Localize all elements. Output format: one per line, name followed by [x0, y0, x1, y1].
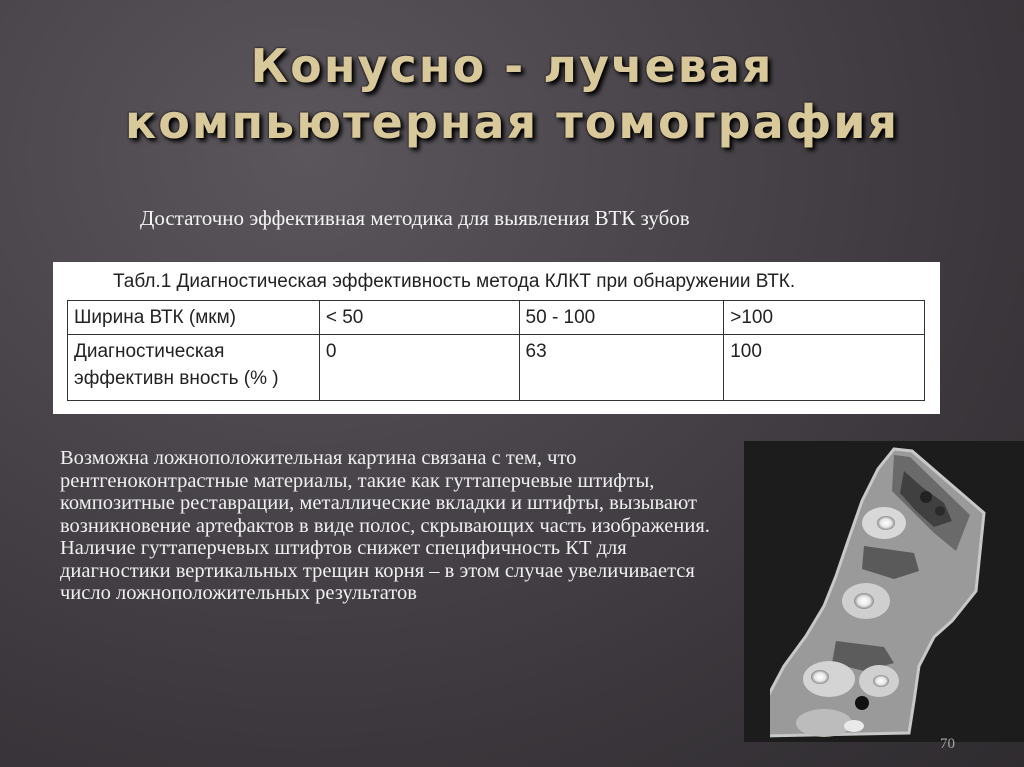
table-cell: 50 - 100 — [519, 301, 724, 335]
table-cell: 100 — [724, 335, 925, 401]
table-cell: 0 — [319, 335, 519, 401]
page-number: 70 — [940, 736, 955, 752]
table-row — [68, 335, 925, 401]
ct-scan-drawing — [744, 441, 1024, 742]
table-cell: >100 — [724, 301, 925, 335]
slide-title — [0, 38, 1024, 150]
ct-scan-image — [744, 441, 1024, 742]
table-cell: 63 — [519, 335, 724, 401]
slide-title-line1: Конусно - лучевая — [250, 39, 774, 93]
table-panel — [53, 262, 940, 414]
slide-title-line2: компьютерная томография — [124, 95, 900, 149]
table-cell: Ширина ВТК (мкм) — [68, 301, 320, 335]
body-paragraph: Возможна ложноположительная картина связана с тем, что рентгеноконтрастные материалы, такие как гуттаперчевые штифты, композитные реставрации, металлические вкладки и штифты, вызывают возникновение артефактов в виде полос, скрывающих часть изображения. Наличие гуттаперчевых штифтов снижет специфичность КТ для диагностики вертикальных трещин корня – в этом случае увеличивается число ложноположительных результатов — [60, 447, 710, 604]
table-caption: Табл.1 Диагностическая эффективность метода КЛКТ при обнаружении ВТК. — [113, 271, 796, 292]
slide-subtitle: Достаточно эффективная методика для выявления ВТК зубов — [140, 206, 690, 230]
table-cell: Диагностическая эффективн вность (% ) — [68, 335, 320, 401]
table-row — [68, 301, 925, 335]
table-cell: < 50 — [319, 301, 519, 335]
efficiency-table — [67, 300, 925, 401]
